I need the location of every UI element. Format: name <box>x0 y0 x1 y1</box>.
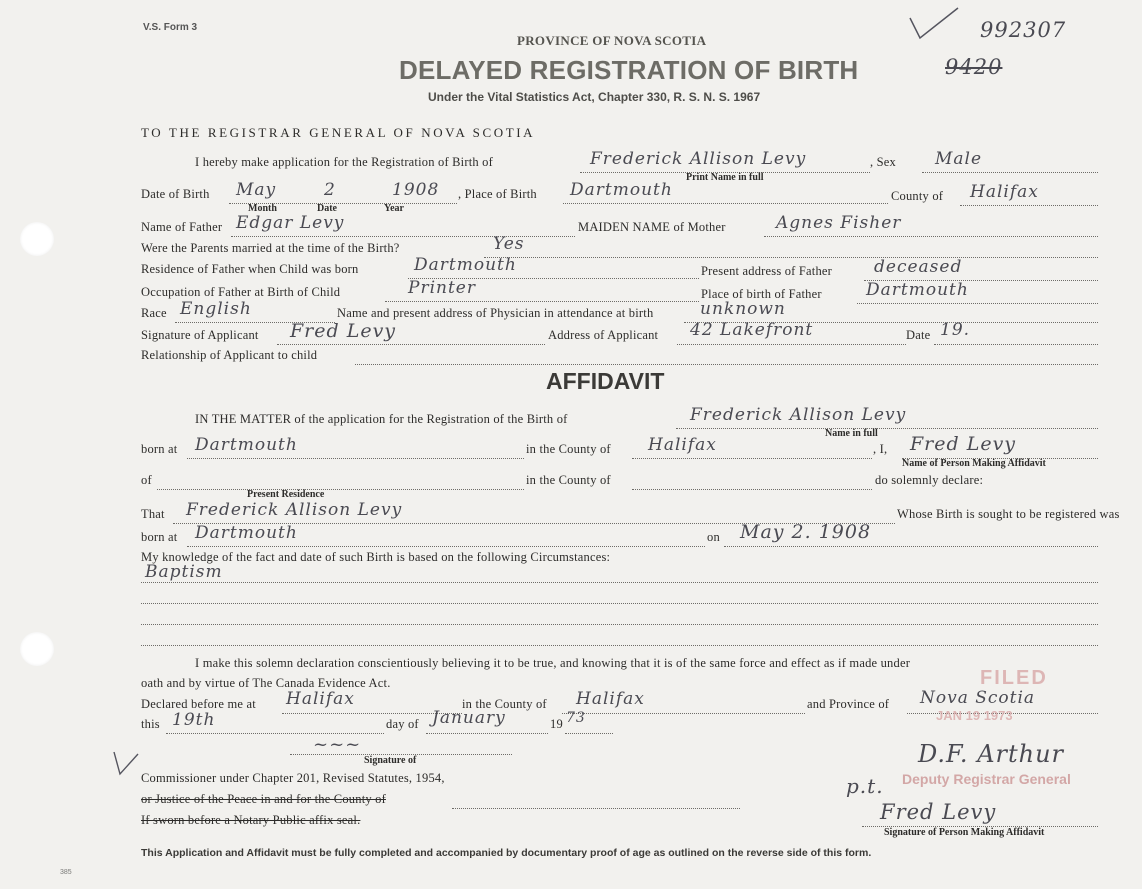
commissioner-label: Commissioner under Chapter 201, Revised Statutes, 1954, <box>141 771 445 785</box>
form-title: DELAYED REGISTRATION OF BIRTH <box>399 55 859 85</box>
punch-hole <box>20 222 54 256</box>
relationship-label: Relationship of Applicant to child <box>141 348 318 362</box>
check-mark-icon <box>896 4 966 44</box>
date-caption: Date <box>317 203 337 214</box>
dob-day: 2 <box>324 180 336 200</box>
affidavit-county: Halifax <box>648 435 717 455</box>
applicant-address-label: Address of Applicant <box>548 328 659 342</box>
father-label: Name of Father <box>141 220 223 234</box>
deputy-registrar-stamp: Deputy Registrar General <box>902 771 1071 787</box>
print-name-caption: Print Name in full <box>686 172 764 183</box>
child-sex: Male <box>935 149 983 169</box>
footer-note: This Application and Affidavit must be fully completed and accompanied by documentary proof of age as outlined on the reverse side of this form. <box>141 847 872 859</box>
signature-of-caption: Signature of <box>364 755 417 766</box>
race-label: Race <box>141 306 167 320</box>
father-birthplace: Dartmouth <box>866 280 969 300</box>
circumstance-value: Baptism <box>145 562 223 582</box>
pob-label: , Place of Birth <box>458 187 537 201</box>
page-mark: 385 <box>60 869 72 876</box>
affiant-name: Fred Levy <box>910 433 1017 455</box>
pob-father-label: Place of birth of Father <box>701 287 822 301</box>
residence-label: Residence of Father when Child was born <box>141 262 359 276</box>
crossed-number: 9420 <box>945 55 1003 79</box>
pp-mark: p.t. <box>846 774 884 798</box>
declared-province: Nova Scotia <box>920 688 1036 708</box>
place-of-birth: Dartmouth <box>570 180 673 200</box>
year-prefix: 19 <box>550 717 563 731</box>
whose-birth-label: Whose Birth is sought to be registered was <box>897 507 1120 521</box>
father-occupation: Printer <box>408 278 476 298</box>
born-at-label: born at <box>141 442 178 456</box>
application-date: 19. <box>940 320 971 340</box>
applicant-signature: Fred Levy <box>290 320 397 342</box>
this-label: this <box>141 717 160 731</box>
affiant-signature: Fred Levy <box>880 800 997 824</box>
name-in-full-caption: Name in full <box>825 428 878 439</box>
mother-name: Agnes Fisher <box>776 213 902 233</box>
declare-label: do solemnly declare: <box>875 473 984 487</box>
form-subtitle: Under the Vital Statistics Act, Chapter 330, R. S. N. S. 1967 <box>428 90 761 104</box>
notary-label: If sworn before a Notary Public affix seal. <box>141 813 361 827</box>
registration-number: 992307 <box>980 18 1067 42</box>
affidavit-heading: AFFIDAVIT <box>546 368 665 394</box>
check-mark-icon <box>112 748 142 778</box>
father-name: Edgar Levy <box>236 213 345 233</box>
dob-year: 1908 <box>392 180 440 200</box>
solemn-declaration-1: I make this solemn declaration conscientiously believing it to be true, and knowing that it is of the same force and effect as if made under <box>195 656 911 670</box>
declared-day: 19th <box>172 710 216 730</box>
addressee: TO THE REGISTRAR GENERAL OF NOVA SCOTIA <box>141 125 536 140</box>
justice-label: or Justice of the Peace in and for the County of <box>141 792 386 806</box>
married-label: Were the Parents married at the time of the Birth? <box>141 241 400 255</box>
dob-month: May <box>236 180 277 200</box>
occupation-label: Occupation of Father at Birth of Child <box>141 285 341 299</box>
affidavit-intro: IN THE MATTER of the application for the Registration of the Birth of <box>195 412 568 426</box>
day-of-label: day of <box>386 717 419 731</box>
race-value: English <box>180 299 252 319</box>
i-label: , I, <box>873 442 888 456</box>
month-caption: Month <box>248 203 277 214</box>
affiant-caption: Name of Person Making Affidavit <box>902 458 1046 469</box>
dob-label: Date of Birth <box>141 187 210 201</box>
affidavit-born-at: Dartmouth <box>195 435 298 455</box>
of-label: of <box>141 473 152 487</box>
filed-stamp: FILED <box>980 667 1048 689</box>
declared-before-label: Declared before me at <box>141 697 256 711</box>
declared-county: Halifax <box>576 689 645 709</box>
date-label: Date <box>906 328 931 342</box>
affidavit-child-name: Frederick Allison Levy <box>690 405 907 425</box>
province-of-label: and Province of <box>807 697 890 711</box>
father-residence: Dartmouth <box>414 255 517 275</box>
year-caption: Year <box>384 203 404 214</box>
year-suffix: 73 <box>566 710 586 726</box>
born-at-label-2: born at <box>141 530 178 544</box>
knowledge-label: My knowledge of the fact and date of such Birth is based on the following Circumstances: <box>141 550 611 564</box>
applicant-signature-label: Signature of Applicant <box>141 328 259 342</box>
child-name: Frederick Allison Levy <box>590 149 807 169</box>
physician-label: Name and present address of Physician in attendance at birth <box>337 306 654 320</box>
affidavit-birth-date: May 2. 1908 <box>740 521 872 543</box>
punch-hole <box>20 632 54 666</box>
sex-label: , Sex <box>870 155 896 169</box>
father-address: deceased <box>874 257 963 277</box>
affiant-signature-caption: Signature of Person Making Affidavit <box>884 827 1045 838</box>
applicant-address: 42 Lakefront <box>690 320 814 340</box>
commissioner-signature: ~~~ <box>313 734 362 755</box>
mother-label: MAIDEN NAME of Mother <box>578 220 726 234</box>
affidavit-born-at-2: Dartmouth <box>195 523 298 543</box>
present-address-label: Present address of Father <box>701 264 833 278</box>
solemn-declaration-2: oath and by virtue of The Canada Evidence Act. <box>141 676 391 690</box>
parents-married: Yes <box>493 234 525 254</box>
declared-at: Halifax <box>286 689 355 709</box>
present-residence-caption: Present Residence <box>247 489 325 500</box>
affidavit-that-name: Frederick Allison Levy <box>186 500 403 520</box>
that-label: That <box>141 507 165 521</box>
form-number: V.S. Form 3 <box>143 22 198 33</box>
filed-date-stamp: JAN 19 1973 <box>936 708 1013 723</box>
physician-value: unknown <box>700 299 786 319</box>
declared-month: January <box>432 708 506 728</box>
deputy-signature: D.F. Arthur <box>918 740 1065 768</box>
county-label: County of <box>891 189 944 203</box>
birth-county: Halifax <box>970 182 1039 202</box>
application-label: I hereby make application for the Registration of Birth of <box>195 155 493 169</box>
county-of-label-3: in the County of <box>462 697 547 711</box>
county-of-label-2: in the County of <box>526 473 611 487</box>
on-label: on <box>707 530 720 544</box>
county-of-label: in the County of <box>526 442 611 456</box>
province-heading: PROVINCE OF NOVA SCOTIA <box>517 33 707 48</box>
